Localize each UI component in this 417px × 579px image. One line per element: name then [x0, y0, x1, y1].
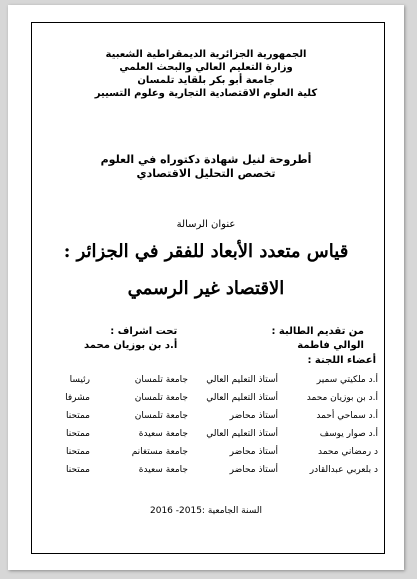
member-name: أ.د بن بوزيان محمد: [306, 393, 378, 403]
academic-year: السنة الجامعية :2015- 2016: [150, 506, 262, 516]
member-name: أ.د صوار يوسف: [319, 429, 378, 439]
committee-row: [28, 461, 378, 479]
member-name: د بلعربي عبدالقادر: [309, 465, 378, 475]
member-university: جامعة سعيدة: [138, 465, 188, 475]
member-role: ممتحنا: [65, 411, 90, 421]
student-block: [271, 325, 364, 353]
committee-row: [28, 407, 378, 425]
member-university: جامعة سعيدة: [138, 429, 188, 439]
member-rank: أستاذ محاضر: [229, 465, 278, 475]
student-name: الوالي فاطمة: [297, 340, 364, 351]
member-rank: أستاذ التعليم العالي: [206, 375, 278, 385]
header-line-republic: الجمهورية الجزائرية الديمقراطية الشعبية: [105, 49, 307, 60]
thesis-description: [8, 153, 404, 181]
committee-row: [28, 389, 378, 407]
member-name: د رمضاني محمد: [317, 447, 378, 457]
committee-table: [28, 371, 378, 479]
member-role: رئيسا: [69, 375, 90, 385]
student-label: من تقديم الطالبة :: [271, 326, 364, 337]
member-university: جامعة تلمسان: [134, 393, 188, 403]
header-line-ministry: وزارة التعليم العالي والبحث العلمي: [119, 62, 293, 73]
member-rank: أستاذ محاضر: [229, 447, 278, 457]
committee-row: [28, 371, 378, 389]
member-university: جامعة تلمسان: [134, 375, 188, 385]
subject-label: عنوان الرسالة: [176, 219, 236, 230]
thesis-specialty: تخصص التحليل الاقتصادي: [136, 167, 276, 180]
member-university: جامعة تلمسان: [134, 411, 188, 421]
supervisor-name: أ.د بن بوزيان محمد: [84, 340, 178, 351]
header-line-faculty: كلية العلوم الاقتصادية التجارية وعلوم التسيير: [94, 88, 318, 99]
member-role: مشرفا: [65, 393, 90, 403]
member-rank: أستاذ محاضر: [229, 411, 278, 421]
committee-row: [28, 425, 378, 443]
member-name: أ.د سماحي أحمد: [316, 411, 378, 421]
thesis-title-line1: قياس متعدد الأبعاد للفقر في الجزائر :: [63, 241, 349, 262]
thesis-title: [8, 241, 404, 300]
member-name: أ.د ملكيتي سمير: [316, 375, 378, 385]
supervisor-label: تحت اشراف :: [110, 326, 178, 337]
thesis-title-line2: الاقتصاد غير الرسمي: [127, 278, 285, 299]
header-line-university: جامعة أبو بكر بلقايد تلمسان: [137, 75, 275, 86]
member-role: ممتحنا: [65, 447, 90, 457]
member-university: جامعة مستغانم: [131, 447, 188, 457]
committee-label: أعضاء اللجنة :: [307, 355, 376, 366]
member-rank: أستاذ التعليم العالي: [206, 429, 278, 439]
member-role: ممتحنا: [65, 429, 90, 439]
thesis-degree: أطروحة لنيل شهادة دكتوراه في العلوم: [100, 153, 312, 166]
member-rank: أستاذ التعليم العالي: [206, 393, 278, 403]
committee-row: [28, 443, 378, 461]
institution-header: [8, 48, 404, 100]
document-page: [8, 5, 404, 570]
member-role: ممتحنا: [65, 465, 90, 475]
supervisor-block: [84, 325, 177, 353]
